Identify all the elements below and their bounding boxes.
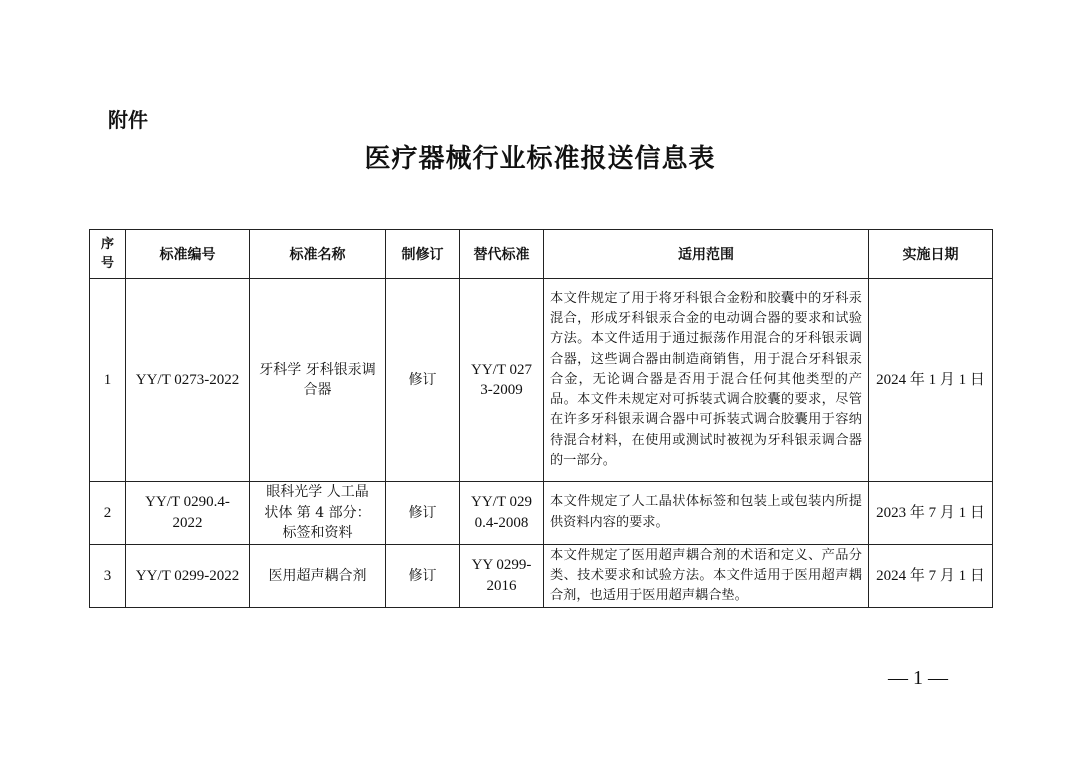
- table-row: [90, 482, 993, 545]
- row-implementation-date: 2024 年 7 月 1 日: [869, 544, 993, 608]
- document-title: 医疗器械行业标准报送信息表: [364, 144, 716, 174]
- standards-table: [89, 229, 993, 608]
- row-standard-number: YY/T 0273-2022: [126, 279, 250, 482]
- header-index: 序号: [90, 230, 126, 279]
- row-index: 2: [90, 482, 126, 545]
- row-scope: 本文件规定了医用超声耦合剂的术语和定义、产品分类、技术要求和试验方法。本文件适用于医用超声耦合剂，也适用于医用超声耦合垫。: [544, 544, 869, 608]
- row-standard-number: YY/T 0290.4-2022: [126, 482, 250, 545]
- row-standard-name: 医用超声耦合剂: [250, 544, 386, 608]
- row-replaced-standard: YY/T 0273-2009: [460, 279, 544, 482]
- row-standard-number: YY/T 0299-2022: [126, 544, 250, 608]
- row-revision-type: 修订: [386, 544, 460, 608]
- header-revision-type: 制修订: [386, 230, 460, 279]
- row-implementation-date: 2024 年 1 月 1 日: [869, 279, 993, 482]
- row-revision-type: 修订: [386, 279, 460, 482]
- row-standard-name: 牙科学 牙科银汞调合器: [250, 279, 386, 482]
- header-standard-number: 标准编号: [126, 230, 250, 279]
- row-index: 3: [90, 544, 126, 608]
- row-index: 1: [90, 279, 126, 482]
- header-replaced-standard: 替代标准: [460, 230, 544, 279]
- table-row: [90, 279, 993, 482]
- header-standard-name: 标准名称: [250, 230, 386, 279]
- header-implementation-date: 实施日期: [869, 230, 993, 279]
- table-header-row: [90, 230, 993, 279]
- header-scope: 适用范围: [544, 230, 869, 279]
- row-replaced-standard: YY 0299-2016: [460, 544, 544, 608]
- table-row: [90, 544, 993, 608]
- row-revision-type: 修订: [386, 482, 460, 545]
- row-standard-name: 眼科光学 人工晶状体 第 4 部分：标签和资料: [250, 482, 386, 545]
- row-implementation-date: 2023 年 7 月 1 日: [869, 482, 993, 545]
- attachment-label: 附件: [108, 108, 148, 132]
- row-scope: 本文件规定了用于将牙科银合金粉和胶囊中的牙科汞混合，形成牙科银汞合金的电动调合器的要求和试验方法。本文件适用于通过振荡作用混合的牙科银汞调合器，这些调合器由制造商销售，用于混合牙科银汞合金，无论调合器是否用于混合任何其他类型的产品。本文件未规定对可拆装式调合胶囊的要求，尽管在许多牙科银汞调合器中可拆装式调合胶囊用于容纳待混合材料，在使用或测试时被视为牙科银汞调合器的一部分。: [544, 279, 869, 482]
- page-number: — 1 —: [888, 667, 948, 689]
- row-scope: 本文件规定了人工晶状体标签和包装上或包装内所提供资料内容的要求。: [544, 482, 869, 545]
- row-replaced-standard: YY/T 0290.4-2008: [460, 482, 544, 545]
